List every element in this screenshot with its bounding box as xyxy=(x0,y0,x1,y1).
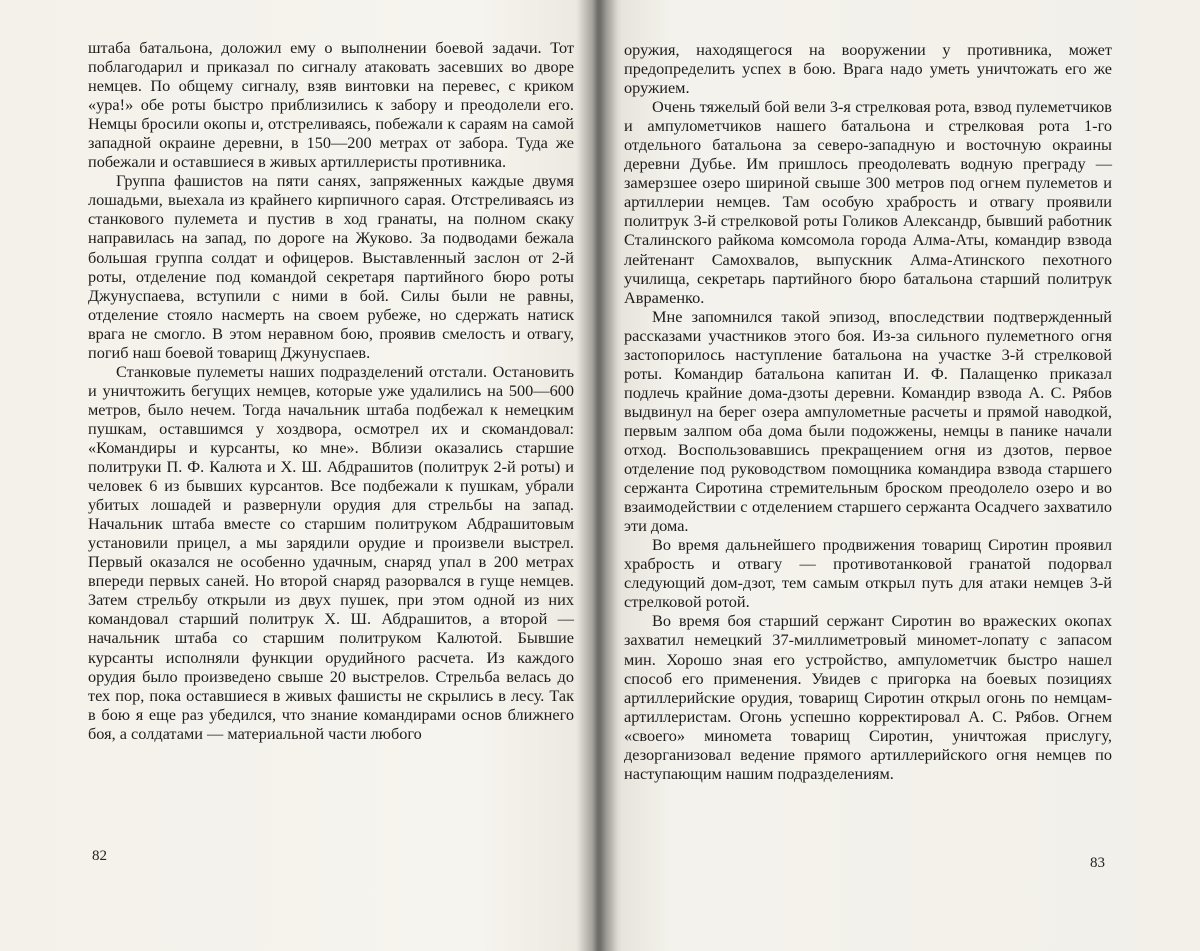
paragraph: штаба батальона, доложил ему о выполнении боевой задачи. Тот поблагодарил и приказал по сигналу атаковать засевших во дворе немцев. По общему сигналу, взяв винтовки на перевес, с криком «ура!» обе роты быстро приблизились к забору и преодолели его. Немцы бросили окопы и, отстреливаясь, побежали к сараям на самой западной окраине деревни, в 150—200 метрах от забора. Туда же побежали и оставшиеся в живых артиллеристы противника. xyxy=(88,38,574,172)
paragraph: Мне запомнился такой эпизод, впоследствии подтвержденный рассказами участников этого боя. Из-за сильного пулеметного огня застопорилось наступление батальона на участке 3-й стрелковой роты. Командир батальона капитан И. Ф. Палащенко приказал подлечь крайние дома-дзоты деревни. Командир взвода А. С. Рябов выдвинул на берег озера ампулометные расчеты и прямой наводкой, первым залпом оба дома были подожжены, немцы в панике начали отход. Воспользовавшись прекращением огня из дзотов, первое отделение под руководством помощника командира взвода старшего сержанта Сиротина стремительным броском преодолело озеро и во взаимодействии с отделением старшего сержанта Осадчего захватило эти дома. xyxy=(624,306,1112,536)
paragraph: Станковые пулеметы наших подразделений отстали. Остановить и уничтожить бегущих немцев, которые уже удалились на 500—600 метров, было нечем. Тогда начальник штаба подбежал к немецким пушкам, оставшимся у хоздвора, осмотрел их и скомандовал: «Командиры и курсанты, ко мне». Вблизи оказались старшие политруки П. Ф. Калюта и Х. Ш. Абдрашитов (политрук 2-й роты) и человек 6 из бывших курсантов. Все подбежали к пушкам, убрали убитых лошадей и развернули орудия для стрельбы на запад. Начальник штаба вместе со старшим политруком Абдрашитовым установили прицел, а мы зарядили орудие и произвели выстрел. Первый оказался не особенно удачным, снаряд упал в 200 метрах впереди первых саней. Но второй снаряд разорвался в гуще немцев. Затем стрельбу открыли из двух пушек, при этом одной из них командовал старший политрук Х. Ш. Абдрашитов, а второй — начальник штаба со старшим политруком Калютой. Бывшие курсанты исполняли функции орудийного расчета. Из каждого орудия было произведено свыше 20 выстрелов. Стрельба велась до тех пор, пока оставшиеся в живых фашисты не скрылись в лесу. Так в бою я еще раз убедился, что знание командирами основ ближнего боя, а солдатами — материальной части любого xyxy=(88,361,574,743)
page-number: 83 xyxy=(1090,855,1105,871)
right-page-text xyxy=(624,40,1112,783)
paragraph: Группа фашистов на пяти санях, запряженных каждые двумя лошадьми, выехала из крайнего кирпичного сарая. Отстреливаясь из станкового пулемета и пустив в ход гранаты, на полном скаку направилась на запад, по дороге на Жуково. За подводами бежала большая группа солдат и офицеров. Выставленный заслон от 2-й роты, отделение под командой секретаря партийного бюро роты Джунуспаева, вступили с ними в бой. Силы были не равны, отделение стояло насмерть на своем рубеже, но сдержать натиск врага не смогло. В этом неравном бою, проявив смелость и отвагу, погиб наш боевой товарищ Джунуспаев. xyxy=(88,171,574,362)
paragraph: Во время дальнейшего продвижения товарищ Сиротин проявил храбрость и отвагу — противотанковой гранатой подорвал следующий дом-дзот, тем самым открыл путь для атаки немцев 3-й стрелковой ротой. xyxy=(624,535,1112,612)
left-page-text xyxy=(88,38,574,743)
page-number: 82 xyxy=(92,848,107,864)
paragraph: Очень тяжелый бой вели 3-я стрелковая рота, взвод пулеметчиков и ампулометчиков нашего батальона и стрелковая рота 1-го отдельного батальона за северо-западную и восточную окраины деревни Дубье. Им пришлось преодолевать водную преграду — замерзшее озеро шириной свыше 300 метров под огнем пулеметов и артиллерии немцев. Там особую храбрость и отвагу проявили политрук 3-й стрелковой роты Голиков Александр, бывший работник Сталинского райкома комсомола города Алма-Аты, командир взвода лейтенант Самохвалов, выпускник Алма-Атинского пехотного училища, секретарь партийного бюро батальона старший политрук Авраменко. xyxy=(624,97,1112,307)
right-page xyxy=(600,0,1200,951)
paragraph: Во время боя старший сержант Сиротин во вражеских окопах захватил немецкий 37-миллиметровый миномет-лопату с запасом мин. Хорошо зная его устройство, ампулометчик быстро нашел способ его применения. Увидев с пригорка на боевых позициях артиллерийские орудия, товарищ Сиротин открыл огонь по немцам-артиллеристам. Огонь успешно корректировал А. С. Рябов. Огнем «своего» миномета товарищ Сиротин, уничтожая прислугу, дезорганизовал ведение прямого артиллерийского огня немцев по наступающим нашим подразделениям. xyxy=(624,611,1112,783)
paragraph: оружия, находящегося на вооружении у противника, может предопределить успех в бою. Врага надо уметь уничтожать его же оружием. xyxy=(624,40,1112,98)
